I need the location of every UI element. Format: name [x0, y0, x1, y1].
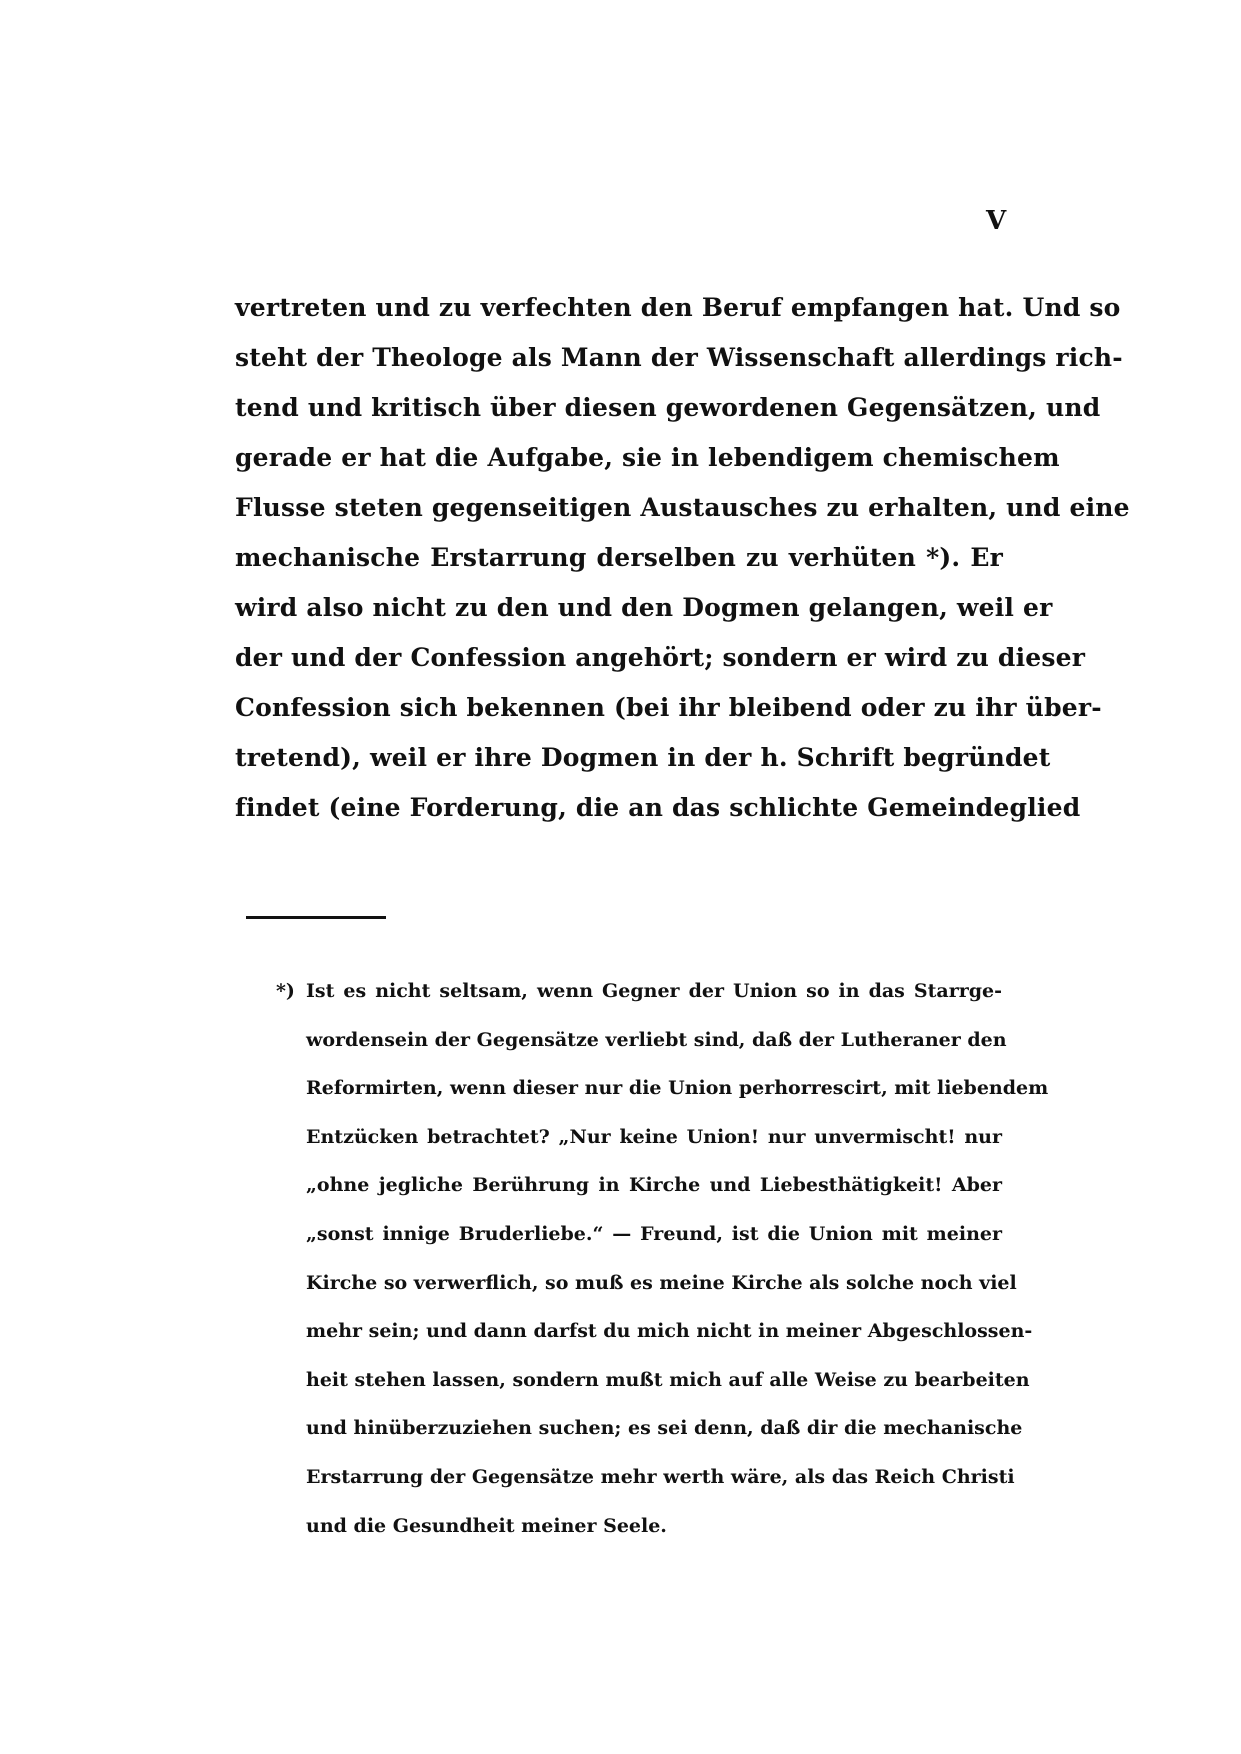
- footnote-line: wordensein der Gegensätze verliebt sind, daß der Lutheraner den: [306, 1028, 1007, 1051]
- body-line: findet (eine Forderung, die an das schlichte Gemeindeglied: [235, 793, 1081, 822]
- body-line: gerade er hat die Aufgabe, sie in lebendigem chemischem: [235, 443, 1060, 472]
- footnote-line-text: Ist es nicht seltsam, wenn Gegner der Union so in das Starrge-: [306, 980, 1002, 1002]
- body-line: tend und kritisch über diesen gewordenen Gegensätzen, und: [235, 393, 1101, 422]
- body-text: [235, 283, 1130, 833]
- page-number: V: [986, 206, 1007, 236]
- body-line: der und der Confession angehört; sondern er wird zu dieser: [235, 643, 1086, 672]
- footnote-line: Reformirten, wenn dieser nur die Union perhorrescirt, mit liebendem: [306, 1077, 1049, 1100]
- footnote-line: Erstarrung der Gegensätze mehr werth wäre, als das Reich Christi: [306, 1465, 1015, 1488]
- footnote-marker: *): [276, 980, 295, 1002]
- body-line: steht der Theologe als Mann der Wissenschaft allerdings rich-: [235, 343, 1123, 372]
- footnote-line: Kirche so verwerflich, so muß es meine Kirche als solche noch viel: [306, 1271, 1017, 1294]
- footnote-line: „sonst innige Bruderliebe.“ — Freund, ist die Union mit meiner: [306, 1222, 1002, 1245]
- footnote-line: und hinüberzuziehen suchen; es sei denn, daß dir die mechanische: [306, 1417, 1023, 1440]
- body-line: Confession sich bekennen (bei ihr bleibend oder zu ihr über-: [235, 693, 1102, 722]
- footnote-line: [276, 967, 1002, 1016]
- footnote-line: mehr sein; und dann darfst du mich nicht in meiner Abgeschlossen-: [306, 1320, 1033, 1343]
- body-line: Flusse steten gegenseitigen Austausches zu erhalten, und eine: [235, 493, 1130, 522]
- footnote-separator: [246, 916, 386, 919]
- footnote: [276, 967, 1049, 1550]
- footnote-line: heit stehen lassen, sondern mußt mich auf alle Weise zu bearbeiten: [306, 1368, 1030, 1391]
- footnote-line: „ohne jegliche Berührung in Kirche und Liebesthätigkeit! Aber: [306, 1174, 1002, 1197]
- body-line: vertreten und zu verfechten den Beruf empfangen hat. Und so: [235, 293, 1121, 322]
- footnote-line: und die Gesundheit meiner Seele.: [306, 1514, 667, 1537]
- body-line: tretend), weil er ihre Dogmen in der h. Schrift begründet: [235, 743, 1051, 772]
- body-line: wird also nicht zu den und den Dogmen gelangen, weil er: [235, 593, 1053, 622]
- body-line: mechanische Erstarrung derselben zu verhüten *). Er: [235, 543, 1003, 572]
- footnote-line: Entzücken betrachtet? „Nur keine Union! nur unvermischt! nur: [306, 1125, 1002, 1148]
